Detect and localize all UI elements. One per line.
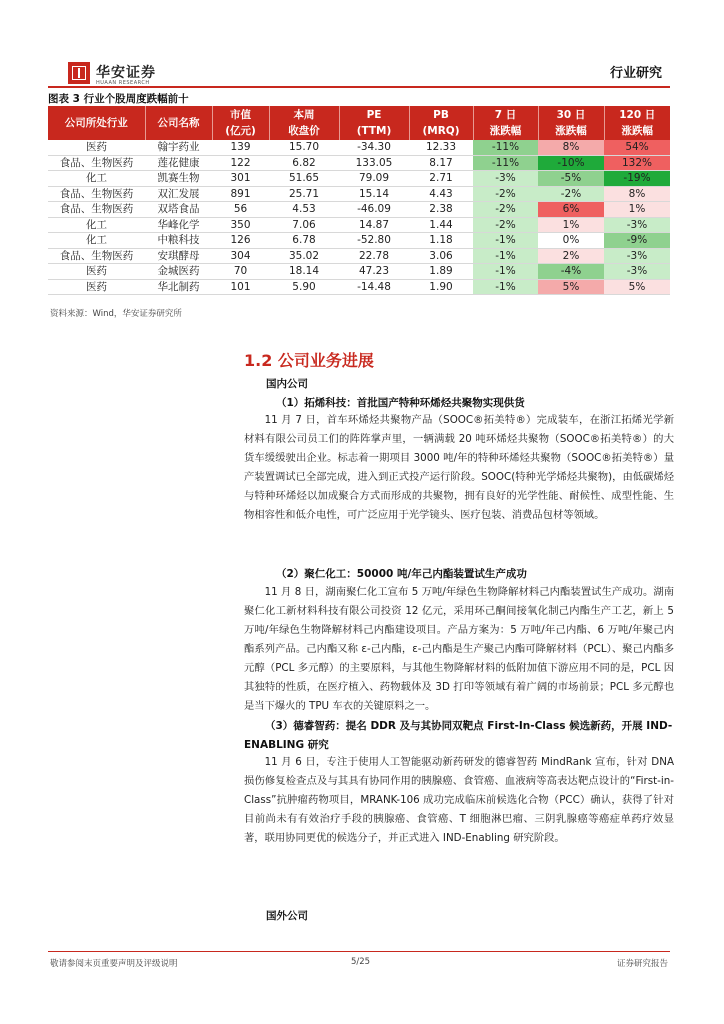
column-header-line2: (MRQ): [422, 125, 460, 137]
figure-title: 图表 3 行业个股周度跌幅前十: [48, 93, 189, 105]
table-cell: -3%: [604, 264, 670, 280]
column-header-line1: 本周: [293, 109, 315, 121]
table-cell: 化工: [48, 217, 145, 233]
table-cell: 化工: [48, 171, 145, 187]
table-cell: 25.71: [269, 186, 339, 202]
table-row: [48, 155, 670, 171]
table-cell: 122: [212, 155, 269, 171]
table-cell: 304: [212, 248, 269, 264]
table-cell: 2.38: [409, 202, 473, 218]
table-body: [48, 140, 670, 295]
table-cell: 22.78: [339, 248, 409, 264]
table-cell: 47.23: [339, 264, 409, 280]
table-cell: 医药: [48, 140, 145, 155]
table-cell: 133.05: [339, 155, 409, 171]
table-cell: -19%: [604, 171, 670, 187]
column-header-line2: (TTM): [356, 125, 392, 137]
table-cell: 食品、生物医药: [48, 155, 145, 171]
column-header-line1: 市值: [230, 109, 251, 121]
foreign-heading: 国外公司: [266, 910, 308, 922]
table-cell: 139: [212, 140, 269, 155]
column-header: [212, 106, 269, 140]
domestic-heading: 国内公司: [266, 378, 308, 390]
table-cell: 华峰化学: [145, 217, 212, 233]
table-cell: 51.65: [269, 171, 339, 187]
table-cell: 1.44: [409, 217, 473, 233]
footer-report-type: 证券研究报告: [616, 959, 668, 969]
table-cell: 食品、生物医药: [48, 248, 145, 264]
table-row: [48, 279, 670, 295]
table-row: [48, 186, 670, 202]
item3-body: 11 月 6 日，专注于使用人工智能驱动新药研发的德睿智药 MindRank 宣布，针对 DNA 损伤修复检查点及与其具有协同作用的胰腺癌、食管癌、血液病等高表达靶点设计的“First-in-Class”抗肿瘤药物项目，MRANK-106 成功完成临床前候选化合物（PCC）确认，获得了针对目前尚未有有效治疗手段的胰腺癌、食管癌、T 细胞淋巴瘤、三阴乳腺癌等癌症单药疗效显著，联用协同更优的候选分子，并正式进入 IND-Enabling 研究阶段。: [244, 756, 674, 844]
table-row: [48, 202, 670, 218]
table-cell: 翰宇药业: [145, 140, 212, 155]
item2-title: （2）聚仁化工：50000 吨/年己内酯装置试生产成功: [276, 568, 527, 580]
table-cell: -34.30: [339, 140, 409, 155]
table-cell: 中粮科技: [145, 233, 212, 249]
column-header: [145, 106, 212, 140]
column-header-line1: PB: [433, 109, 449, 121]
table-cell: 56: [212, 202, 269, 218]
table-cell: -46.09: [339, 202, 409, 218]
table-row: [48, 217, 670, 233]
table-cell: -10%: [538, 155, 604, 171]
column-header-line2: 涨跌幅: [555, 125, 587, 137]
table-cell: 15.70: [269, 140, 339, 155]
page-header: [48, 56, 670, 90]
item1-body: 11 月 7 日，首车环烯烃共聚物产品（SOOC®拓美特®）完成装车，在浙江拓烯光学新材料有限公司员工们的阵阵掌声里，一辆满载 20 吨环烯烃共聚物（SOOC®拓美特®）的大货车缓缓驶出企业。标志着一期项目 3000 吨/年的特种环烯烃共聚物（SOOC®拓美特®）量产装置调试已全部完成，进入到正式投产运行阶段。SOOC(特种光学烯烃共聚物)，由低碳烯烃与特种环烯烃以加成聚合方式而形成的共聚物，拥有良好的光学性能、耐候性、成型性能、生物相容性和低介电性，可广泛应用于光学镜头、医疗包装、消费品包材等领域。: [244, 414, 674, 521]
table-cell: 双汇发展: [145, 186, 212, 202]
table-cell: 2%: [538, 248, 604, 264]
column-header: [48, 106, 145, 140]
table-cell: -11%: [473, 140, 538, 155]
footer-disclaimer: 敬请参阅末页重要声明及评级说明: [50, 959, 178, 969]
company-logo-icon: [68, 62, 90, 84]
table-cell: -2%: [538, 186, 604, 202]
table-cell: 8%: [604, 186, 670, 202]
table-cell: 医药: [48, 279, 145, 295]
table-header-row: [48, 106, 670, 140]
column-header-line1: 公司所处行业: [64, 117, 128, 129]
column-header: [538, 106, 604, 140]
table-cell: 0%: [538, 233, 604, 249]
table-cell: 6.82: [269, 155, 339, 171]
table-cell: 18.14: [269, 264, 339, 280]
table-cell: -11%: [473, 155, 538, 171]
table-cell: -2%: [473, 217, 538, 233]
table-cell: 食品、生物医药: [48, 186, 145, 202]
column-header-line2: 收盘价: [288, 125, 320, 137]
table-cell: 医药: [48, 264, 145, 280]
table-cell: 1%: [538, 217, 604, 233]
column-header-line1: PE: [366, 109, 382, 121]
table-cell: 12.33: [409, 140, 473, 155]
table-cell: 1.18: [409, 233, 473, 249]
table-cell: 3.06: [409, 248, 473, 264]
table-cell: 70: [212, 264, 269, 280]
column-header-line2: (亿元): [225, 125, 256, 137]
column-header-line1: 7 日: [494, 109, 517, 121]
table-cell: 132%: [604, 155, 670, 171]
table-cell: 301: [212, 171, 269, 187]
table-cell: 6%: [538, 202, 604, 218]
table-cell: 莲花健康: [145, 155, 212, 171]
table-cell: 化工: [48, 233, 145, 249]
table-row: [48, 264, 670, 280]
table-row: [48, 171, 670, 187]
table-cell: -1%: [473, 233, 538, 249]
table-cell: 1%: [604, 202, 670, 218]
table-row: [48, 248, 670, 264]
table-cell: -9%: [604, 233, 670, 249]
table-cell: -14.48: [339, 279, 409, 295]
table-cell: 双塔食品: [145, 202, 212, 218]
table-cell: 1.89: [409, 264, 473, 280]
item2-body: 11 月 8 日，湖南聚仁化工宣布 5 万吨/年绿色生物降解材料己内酯装置试生产成功。湖南聚仁化工新材料科技有限公司投资 12 亿元，采用环己酮间接氧化制己内酯生产工艺，新上 5 万吨/年绿色生物降解材料己内酯建设项目。产品方案为：5 万吨/年己内酯、6 万吨/年聚己内酯系列产品。己内酯又称 ε-己内酯，ε-己内酯是生产聚己内酯可降解材料（PCL）、聚己内酯多元醇（PCL 多元醇）的主要原料，与其他生物降解材料的低附加值下游应用不同的是，PCL 因其独特的性质，在医疗植入、药物载体及 3D 打印等领域有着广阔的市场前景；PCL 多元醇也是当下爆火的 TPU 车衣的关键原料之一。: [244, 586, 674, 712]
item3-title: （3）德睿智药：提名 DDR 及与其协同双靶点 First-In-Class 候选新药，开展 IND-ENABLING 研究: [244, 720, 673, 751]
table-cell: 安琪酵母: [145, 248, 212, 264]
item1-title: （1）拓烯科技：首批国产特种环烯烃共聚物实现供货: [276, 397, 525, 409]
table-cell: -1%: [473, 279, 538, 295]
table-cell: 4.43: [409, 186, 473, 202]
table-cell: 126: [212, 233, 269, 249]
table-row: [48, 140, 670, 155]
column-header-line2: 涨跌幅: [489, 125, 522, 137]
stock-decline-table: [48, 106, 670, 295]
table-cell: -3%: [473, 171, 538, 187]
logo-name: 华安证券: [96, 65, 156, 81]
table-cell: -5%: [538, 171, 604, 187]
table-cell: 2.71: [409, 171, 473, 187]
logo-english: HUAAN RESEARCH: [96, 80, 150, 86]
column-header: [409, 106, 473, 140]
footer-divider: [48, 951, 670, 952]
table-cell: 6.78: [269, 233, 339, 249]
table-source: 资料来源：Wind，华安证券研究所: [50, 309, 182, 319]
column-header: [269, 106, 339, 140]
table-cell: 华北制药: [145, 279, 212, 295]
table-cell: 14.87: [339, 217, 409, 233]
column-header-line1: 120 日: [619, 109, 656, 121]
table-cell: -1%: [473, 264, 538, 280]
table-cell: 4.53: [269, 202, 339, 218]
header-title: 行业研究: [609, 66, 662, 81]
table-cell: -2%: [473, 202, 538, 218]
section-title: 1.2 公司业务进展: [244, 351, 374, 370]
table-cell: -52.80: [339, 233, 409, 249]
table-cell: 891: [212, 186, 269, 202]
table-cell: 15.14: [339, 186, 409, 202]
table-cell: 金城医药: [145, 264, 212, 280]
column-header-line2: 涨跌幅: [621, 125, 653, 137]
page-number: 5/25: [351, 957, 371, 967]
table-cell: 101: [212, 279, 269, 295]
column-header-line1: 30 日: [556, 109, 586, 121]
table-cell: 54%: [604, 140, 670, 155]
table-cell: 35.02: [269, 248, 339, 264]
table-row: [48, 233, 670, 249]
table-cell: 79.09: [339, 171, 409, 187]
table-cell: 7.06: [269, 217, 339, 233]
table-cell: 1.90: [409, 279, 473, 295]
table-cell: 8%: [538, 140, 604, 155]
table-cell: 食品、生物医药: [48, 202, 145, 218]
column-header: [473, 106, 538, 140]
table-cell: 5%: [538, 279, 604, 295]
table-cell: 350: [212, 217, 269, 233]
table-cell: -3%: [604, 248, 670, 264]
column-header: [604, 106, 670, 140]
table-cell: -4%: [538, 264, 604, 280]
table-cell: -3%: [604, 217, 670, 233]
table-cell: -1%: [473, 248, 538, 264]
column-header-line1: 公司名称: [157, 117, 200, 129]
header-divider: [48, 86, 670, 88]
table-cell: 5%: [604, 279, 670, 295]
table-cell: 8.17: [409, 155, 473, 171]
table-cell: -2%: [473, 186, 538, 202]
column-header: [339, 106, 409, 140]
table-cell: 5.90: [269, 279, 339, 295]
table-cell: 凯赛生物: [145, 171, 212, 187]
